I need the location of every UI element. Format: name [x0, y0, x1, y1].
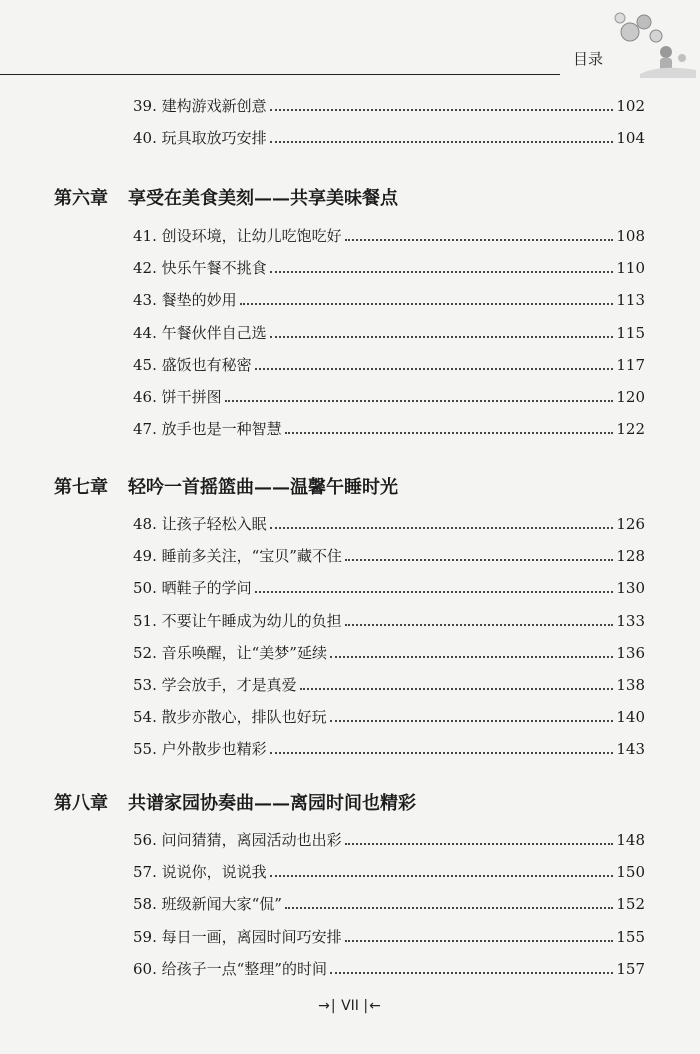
dot-leader: [345, 843, 614, 845]
toc-entry[interactable]: [133, 893, 645, 915]
toc-entry-title: 41. 创设环境，让幼儿吃饱吃好: [133, 227, 342, 245]
toc-entry[interactable]: [133, 610, 645, 632]
dot-leader: [285, 432, 614, 434]
toc-entry[interactable]: [133, 513, 645, 535]
chapter-heading: [54, 790, 614, 818]
chapter-number: 第七章: [54, 477, 108, 498]
toc-entry-page: 122: [616, 420, 645, 439]
dot-leader: [270, 752, 614, 754]
toc-entry[interactable]: [133, 829, 645, 851]
dot-leader: [270, 109, 614, 111]
toc-entry[interactable]: [133, 738, 645, 760]
toc-entry-title: 42. 快乐午餐不挑食: [133, 259, 267, 278]
toc-entry[interactable]: [133, 289, 645, 311]
toc-entry-page: 130: [616, 579, 645, 598]
toc-entry-page: 115: [616, 323, 645, 342]
toc-entry[interactable]: [133, 95, 645, 117]
toc-entry-page: 136: [616, 643, 645, 662]
toc-entry-page: 102: [616, 97, 645, 115]
toc-entry[interactable]: [133, 577, 645, 599]
toc-entry-page: 148: [616, 831, 645, 849]
toc-entry[interactable]: [133, 958, 645, 980]
toc-entry-page: 152: [616, 895, 645, 914]
dot-leader: [345, 940, 614, 942]
toc-entry-title: 56. 问问猜猜，离园活动也出彩: [133, 831, 342, 849]
toc-entry-page: 133: [616, 611, 645, 630]
toc-entry-page: 117: [616, 355, 645, 374]
dot-leader: [225, 400, 614, 402]
dot-leader: [270, 527, 614, 529]
dot-leader: [285, 907, 613, 909]
toc-entry[interactable]: [133, 642, 645, 664]
toc-entry[interactable]: [133, 706, 645, 728]
toc-entry-title: 53. 学会放手，才是真爱: [133, 676, 297, 694]
dot-leader: [270, 336, 614, 338]
toc-entry-title: 54. 散步亦散心，排队也好玩: [133, 708, 327, 727]
toc-entry[interactable]: [133, 674, 645, 696]
chapter-title: 享受在美食美刻——共享美味餐点: [128, 188, 398, 209]
toc-entry-title: 52. 音乐唤醒，让“美梦”延续: [133, 643, 327, 662]
dot-leader: [330, 972, 613, 974]
chapter-number: 第六章: [54, 188, 108, 209]
toc-entry[interactable]: [133, 127, 645, 149]
page-number-arrow-right-icon: |←: [363, 998, 382, 1014]
dot-leader: [345, 239, 614, 241]
toc-entry-title: 45. 盛饭也有秘密: [133, 355, 252, 374]
toc-entry-page: 120: [616, 388, 645, 406]
dot-leader: [345, 624, 614, 626]
toc-entry-page: 126: [616, 515, 645, 533]
toc-entry-page: 155: [616, 927, 645, 946]
toc-entry[interactable]: [133, 418, 645, 440]
dot-leader: [255, 368, 614, 370]
dot-leader: [270, 141, 614, 143]
toc-entry[interactable]: [133, 354, 645, 376]
toc-entry-title: 57. 说说你，说说我: [133, 863, 267, 882]
dot-leader: [330, 656, 613, 658]
page-header: [0, 0, 700, 80]
toc-entry-page: 157: [616, 959, 645, 978]
toc-entry[interactable]: [133, 322, 645, 344]
toc-entry-title: 40. 玩具取放巧安排: [133, 129, 267, 148]
dot-leader: [330, 720, 614, 722]
toc-entry-title: 43. 餐垫的妙用: [133, 291, 237, 310]
toc-entry-title: 46. 饼干拼图: [133, 388, 222, 406]
toc-entry-page: 143: [616, 740, 645, 759]
toc-entry-title: 44. 午餐伙伴自己选: [133, 323, 267, 342]
toc-entry-title: 60. 给孩子一点“整理”的时间: [133, 959, 327, 978]
page-number-arrow-left-icon: →|: [318, 998, 337, 1014]
toc-entry-page: 150: [616, 863, 645, 882]
toc-entry-title: 58. 班级新闻大家“侃”: [133, 895, 282, 914]
toc-entry-title: 59. 每日一画，离园时间巧安排: [133, 927, 342, 946]
page-footer: [0, 998, 700, 1014]
toc-entry-page: 138: [616, 676, 645, 694]
dot-leader: [240, 303, 614, 305]
toc-entry-title: 51. 不要让午睡成为幼儿的负担: [133, 611, 342, 630]
toc-entry-title: 49. 睡前多关注，“宝贝”藏不住: [133, 547, 342, 566]
chapter-number: 第八章: [54, 793, 108, 814]
toc-entry[interactable]: [133, 926, 645, 948]
dot-leader: [345, 559, 613, 561]
toc-entry-page: 128: [616, 547, 645, 566]
header-label: 目录: [573, 50, 604, 68]
toc-entry[interactable]: [133, 861, 645, 883]
dot-leader: [270, 271, 614, 273]
toc-entry-title: 48. 让孩子轻松入眠: [133, 515, 267, 533]
header-rule: [0, 74, 560, 75]
header-decoration-icon: [600, 0, 700, 80]
toc-entry[interactable]: [133, 225, 645, 247]
dot-leader: [255, 591, 614, 593]
page-number: VII: [341, 998, 359, 1014]
toc-entry-page: 104: [616, 129, 645, 148]
toc-entry-title: 39. 建构游戏新创意: [133, 97, 267, 115]
toc-entry-title: 47. 放手也是一种智慧: [133, 420, 282, 439]
toc-entry-page: 140: [616, 708, 645, 727]
toc-entry-page: 108: [616, 227, 645, 245]
toc-entry[interactable]: [133, 386, 645, 408]
toc-entry-page: 110: [616, 259, 645, 278]
toc-entry[interactable]: [133, 257, 645, 279]
chapter-title: 轻吟一首摇篮曲——温馨午睡时光: [128, 477, 398, 498]
toc-entry-page: 113: [616, 291, 645, 310]
chapter-heading: [54, 185, 614, 213]
dot-leader: [300, 688, 614, 690]
toc-entry-title: 50. 晒鞋子的学问: [133, 579, 252, 598]
dot-leader: [270, 875, 614, 877]
toc-entry-title: 55. 户外散步也精彩: [133, 740, 267, 759]
chapter-title: 共谱家园协奏曲——离园时间也精彩: [128, 793, 416, 814]
chapter-heading: [54, 474, 614, 502]
toc-entry[interactable]: [133, 545, 645, 567]
